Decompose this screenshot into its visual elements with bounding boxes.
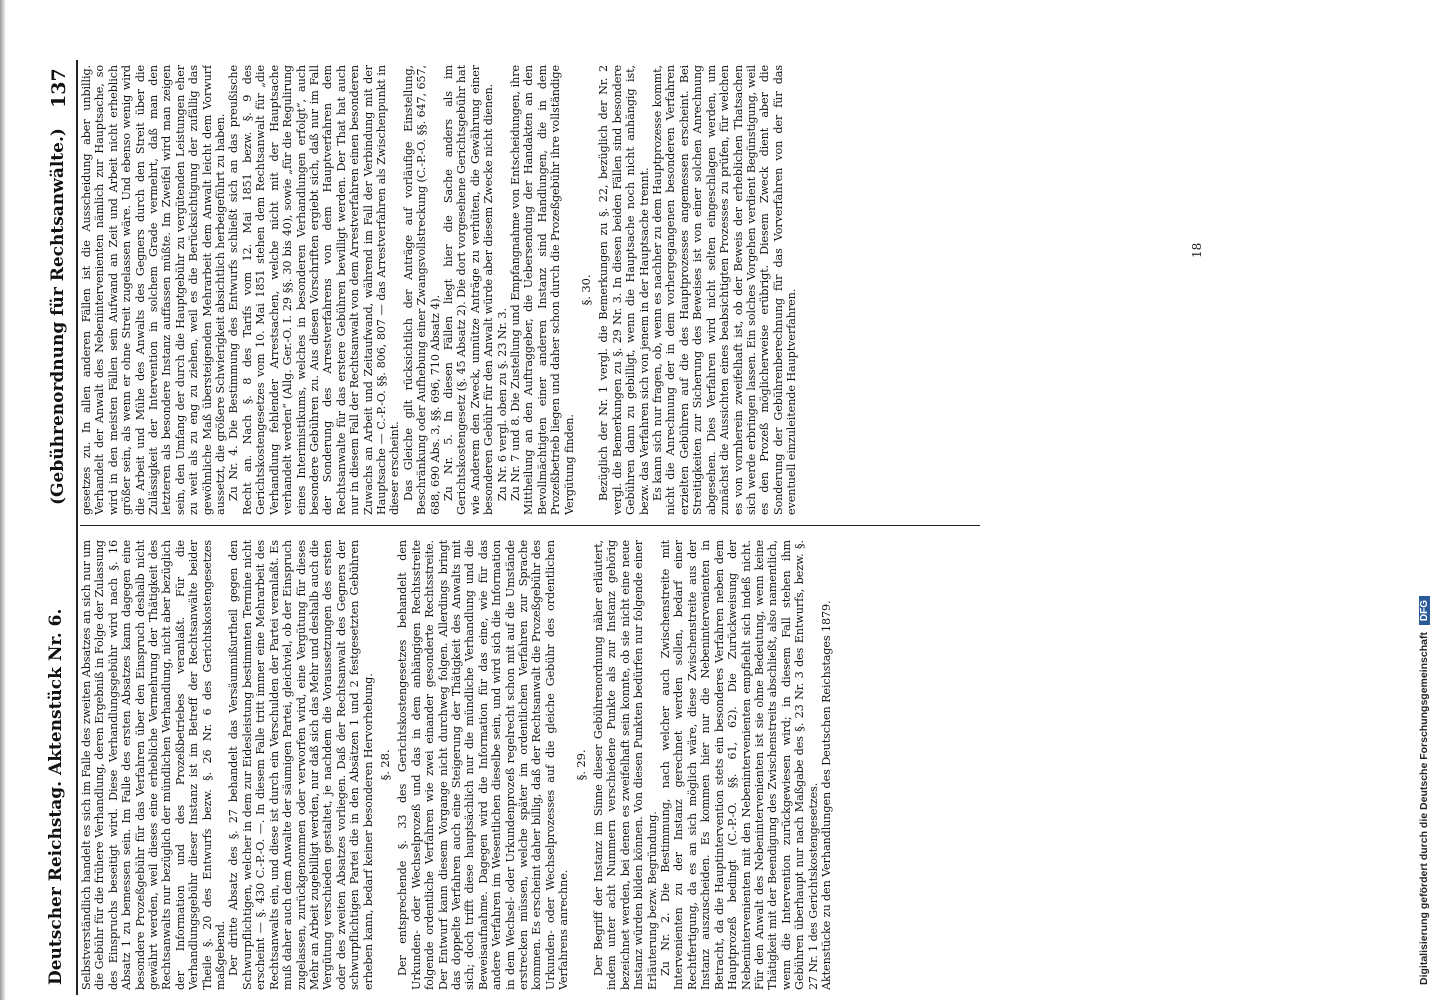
paragraph: Zu Nr. 4. Die Bestimmung des Entwurfs schließt sich an das preußische Recht an. Nach §. 8 des Tarifs vom 12. Mai 1851 bezw. §. 9 des Gerichtskostengesetzes vom 10. Mai 1851 stehen dem Rechtsanwalt für „die Verhandlung fehlender Arrestsachen, welche nicht mit der Hauptsache verhandelt werden“ (Allg. Ger.-O. I. 29 §§. 30 bis 40), sowie „für die Regulirung eines Interimistikums, welches in besonderen Verhandlungen erfolgt“, auch besondere Gebühren zu. Aus diesen Vorschriften ergiebt sich, daß nur im Fall der Sonderung des Arrestverfahrens von dem Hauptverfahren dem Rechtsanwalte für das erstere Gebühren bewilligt werden. Der That hat auch nur in diesem Fall der Rechtsanwalt von dem Arrestverfahren einen besonderen Zuwachs an Arbeit und Zeitaufwand, während im Fall der Verbindung mit der Hauptsache — C.-P.-O. §§. 806, 807 — das Arrestverfahren als Zwischenpunkt in dieser erscheint. <box>227 65 402 515</box>
credit-text: Digitalisierung gefördert durch die Deutsche Forschungsgemeinschaft <box>1418 632 1430 985</box>
paragraph: Aktenstücke zu den Verhandlungen des Deutschen Reichstages 1879. <box>819 600 833 990</box>
scan-edge <box>0 0 6 1000</box>
paragraph: Zu Nr. 5. In diesen Fällen liegt hier die Sache anders als im Gerichtskostengesetz (§. 45 Absatz 2). Die dort vorgesehene Gerichtsgebühr hat wie Anderem den Zweck, unnütze Anträge zu verhüten, die Gewährung einer besonderen Gebühr für den Anwalt würde aber diesem Zwecke nicht dienen. <box>441 65 496 515</box>
column-left <box>80 540 1080 990</box>
paragraph: Bezüglich der Nr. 1 vergl. die Bemerkungen zu §. 22, bezüglich der Nr. 2 vergl. die Bemerkungen zu §. 29 Nr. 3. In diesen beiden Fällen sind besondere Gebühren dann zu gebilligt, wenn die Hauptsache noch nicht anhängig ist, bezw. das Verfahren sich von jenem in der Hauptsache trennt. <box>597 65 651 515</box>
paragraph: Der entsprechende §. 33 des Gerichtskostengesetzes behandelt den Urkunden- oder Wechselprozeß und das in dem anhängigen Rechtsstreite folgende ordentliche Verfahren wie zwei einander gesonderte Rechtsstreite. Der Entwurf kann diesem Vorgange nicht durchweg folgen. Allerdings bringt das doppelte Verfahren auch eine Steigerung der Thätigkeit des Anwalts mit sich; doch trifft diese hauptsächlich nur die mündliche Verhandlung und die Beweisaufnahme. Dagegen wird die Information für das eine, wie für das andere Verfahren im Wesentlichen dieselbe sein, und wird sich die Information in dem Wechsel- oder Urkundenprozeß regelrecht schon mit auf die Umstände erstrecken müssen, welche später im ordentlichen Verfahren zur Sprache kommen. Es erscheint daher billig, daß der Rechtsanwalt die Prozeßgebühr des Urkunden- oder Wechselprozesses auf die gleiche Gebühr des ordentlichen Verfahrens anrechne. <box>396 540 571 990</box>
paragraph: Der dritte Absatz des §. 27 behandelt das Versäumnißurtheil gegen den Schwurpflichtigen, welcher in dem zur Eidesleistung bestimmten Termine nicht erscheint — §. 430 C.-P.-O. —. In diesem Falle tritt immer eine Mehrarbeit des Rechtsanwalts ein, und diese ist durch ein Verschulden der Partei veranlaßt. Es muß daher auch dem Anwalte der säumigen Partei, gleichviel, ob der Einspruch zugelassen, zurückgenommen oder verworfen wird, eine Vergütung für dieses Mehr an Arbeit zugebilligt werden, nur daß sich das Mehr und deshalb auch die Vergütung verschieden gestaltet, je nachdem die Voraussetzungen des ersten oder des zweiten Absatzes vorliegen. Daß der Rechtsanwalt des Gegners der schwurpflichtigen Partei die in den Absätzen 1 und 2 festgesetzten Gebühren erheben kann, bedarf keiner besonderen Hervorhebung. <box>227 540 375 990</box>
digitization-credit <box>1418 596 1430 985</box>
header-left: Deutscher Reichstag. Aktenstück Nr. 6. <box>46 608 66 985</box>
paragraph: Der Begriff der Instanz im Sinne dieser Gebührenordnung näher erläutert, indem unter acht Nummern verschiedene Punkte als zur Instanz gehörig bezeichnet werden, bei denen es zweifelhaft sein konnte, ob sie nicht eine neue Instanz würden bilden können. Von diesen Punkten bedürfen nur folgende einer Erläuterung bezw. Begründung. <box>592 540 659 990</box>
paragraph: gesetzes zu. In allen anderen Fällen ist die Ausscheidung aber unbillig. Verhandelt der Anwalt des Nebenintervenienten nämlich zur Hauptsache, so wird in den meisten Fällen sein Aufwand an Zeit und Arbeit nicht erheblich größer sein, als wenn er ohne Streit zugelassen wäre. Und ebenso wenig wird die Arbeit und Mühe des Anwalts des Gegners durch den Streit über die Zulässigkeit der Intervention in solchem Grade vermehrt, daß man den letzteren als besondere Instanz auffassen müßte. Im Zweifel wird man zeigen sein, den Umfang der durch die Hauptgebühr zu vergütenden Leistungen eher zu weit als zu eng zu ziehen, weil es die Berücksichtigung der zufällig das gewöhnliche Maß übersteigenden Mehrarbeit dem Anwalt leicht dem Vorwurf aussetzt, die größere Schwierigkeit absichtlich herbeigeführt zu haben. <box>80 65 228 515</box>
sheet-number: 18 <box>1190 242 1204 258</box>
section-heading: §. 30. <box>579 274 594 306</box>
paragraph: Zu Nr. 6 vergl. oben zu §. 23 Nr. 3. <box>495 308 509 501</box>
paragraph: Das Gleiche gilt rücksichtlich der Anträge auf vorläufige Einstellung, Beschränkung oder Aufhebung einer Zwangsvollstreckung (C.-P.-O. §§. 647, 657, 688, 690 Abs. 3, §§. 696, 710 Absatz 4). <box>401 65 442 515</box>
column-separator <box>80 525 980 526</box>
paragraph: Es kann sich nur fragen, ob, wenn es nachher zu dem Hauptprozesse kommt, nicht die Anrechnung der in dem vorhergegangenen besonderen Verfahren erzielten Gebühren auf die des Hauptprozesses angemessen erscheint. Bei Streitigkeiten zur Sicherung des Beweises ist von einer solchen Anrechnung abgesehen. Dies Verfahren wird nicht selten eingeschlagen werden, um zunächst die Aussichten eines beabsichtigten Prozesses zu prüfen, für welchen es von vornherein zweifelhaft ist, ob der Beweis der erheblichen Thatsachen sich werde erbringen lassen. Ein solches Vorgehen verdient Begünstigung, weil es den Prozeß möglicherweise erübrigt. Diesem Zweck dient aber die Sonderung der Gebührenberechnung für das Vorverfahren von der für das eventuell einzuleitende Hauptverfahren. <box>651 65 799 515</box>
paragraph: Selbstverständlich handelt es sich im Falle des zweiten Absatzes an sich nur um die Gebühr für die frühere Verhandlung, deren Ergebniß in Folge der Zulassung des Einspruchs beseitigt wird. Diese Verhandlungsgebühr wird nach §. 16 Absatz 1 zu bemessen sein. Im Falle des ersten Absatzes kann dagegen eine besondere Prozeßgebühr für das Verfahren über den Einspruch deshalb nicht gewährt werden, weil dieses eine erhebliche Vermehrung der Thätigkeit des Rechtsanwalts nur bezüglich der mündlichen Verhandlung, nicht aber bezüglich der Information und des Prozeßbetriebes veranlaßt. Für die Verhandlungsgebühr dieser Instanz ist im Betreff der Rechtsanwälte beider Theile §. 20 des Entwurfs bezw. §. 26 Nr. 6 des Gerichtskostengesetzes maßgebend. <box>80 540 228 990</box>
header-rule <box>76 60 78 995</box>
section-heading: §. 28. <box>377 749 392 781</box>
header-center: (Gebührenordnung für Rechtsanwälte.) <box>48 128 68 505</box>
dfg-logo: DFG <box>1419 596 1430 625</box>
section-heading: §. 29. <box>573 749 588 781</box>
page-number: 137 <box>48 68 70 108</box>
paragraph: Zu Nr. 2. Die Bestimmung, nach welcher auch Zwischenstreite mit Intervenienten zu der Instanz gerechnet werden sollen, bedarf einer Rechtfertigung, da es an sich möglich wäre, diese Zwischenstreite aus der Instanz auszuscheiden. Es kommen hier nur die Nebenintervenienten in Betracht, da die Hauptintervention stets ein besonderes Verfahren neben dem Hauptprozeß bedingt (C.-P.-O. §§. 61, 62). Die Zurückweisung der Nebenintervenienten mit den Nebenintervenienten empfiehlt sich indeß nicht. Für den Anwalt des Nebenintervenienten ist sie ohne Bedeutung, wenn keine Thätigkeit mit der Beendigung des Zwischenstreits abschließt, also namentlich, wenn die Intervention zurückgewiesen wird; in diesem Fall stehen ihm Gebühren überhaupt nur nach Maßgabe des §. 23 Nr. 3 des Entwurfs, bezw. §. 27 Nr. 1 des Gerichtskostengesetzes. <box>659 540 820 990</box>
paragraph: Zu Nr. 7 und 8. Die Zustellung und Empfangnahme von Entscheidungen, ihre Mittheilung an den Auftraggeber, die Uebersendung der Handakten an den Bevollmächtigten einer anderen Instanz sind Handlungen, die in dem Prozeßbetrieb liegen und daher schon durch die Prozeßgebühr ihre vollständige Vergütung finden. <box>509 65 576 515</box>
column-right <box>80 65 1080 515</box>
